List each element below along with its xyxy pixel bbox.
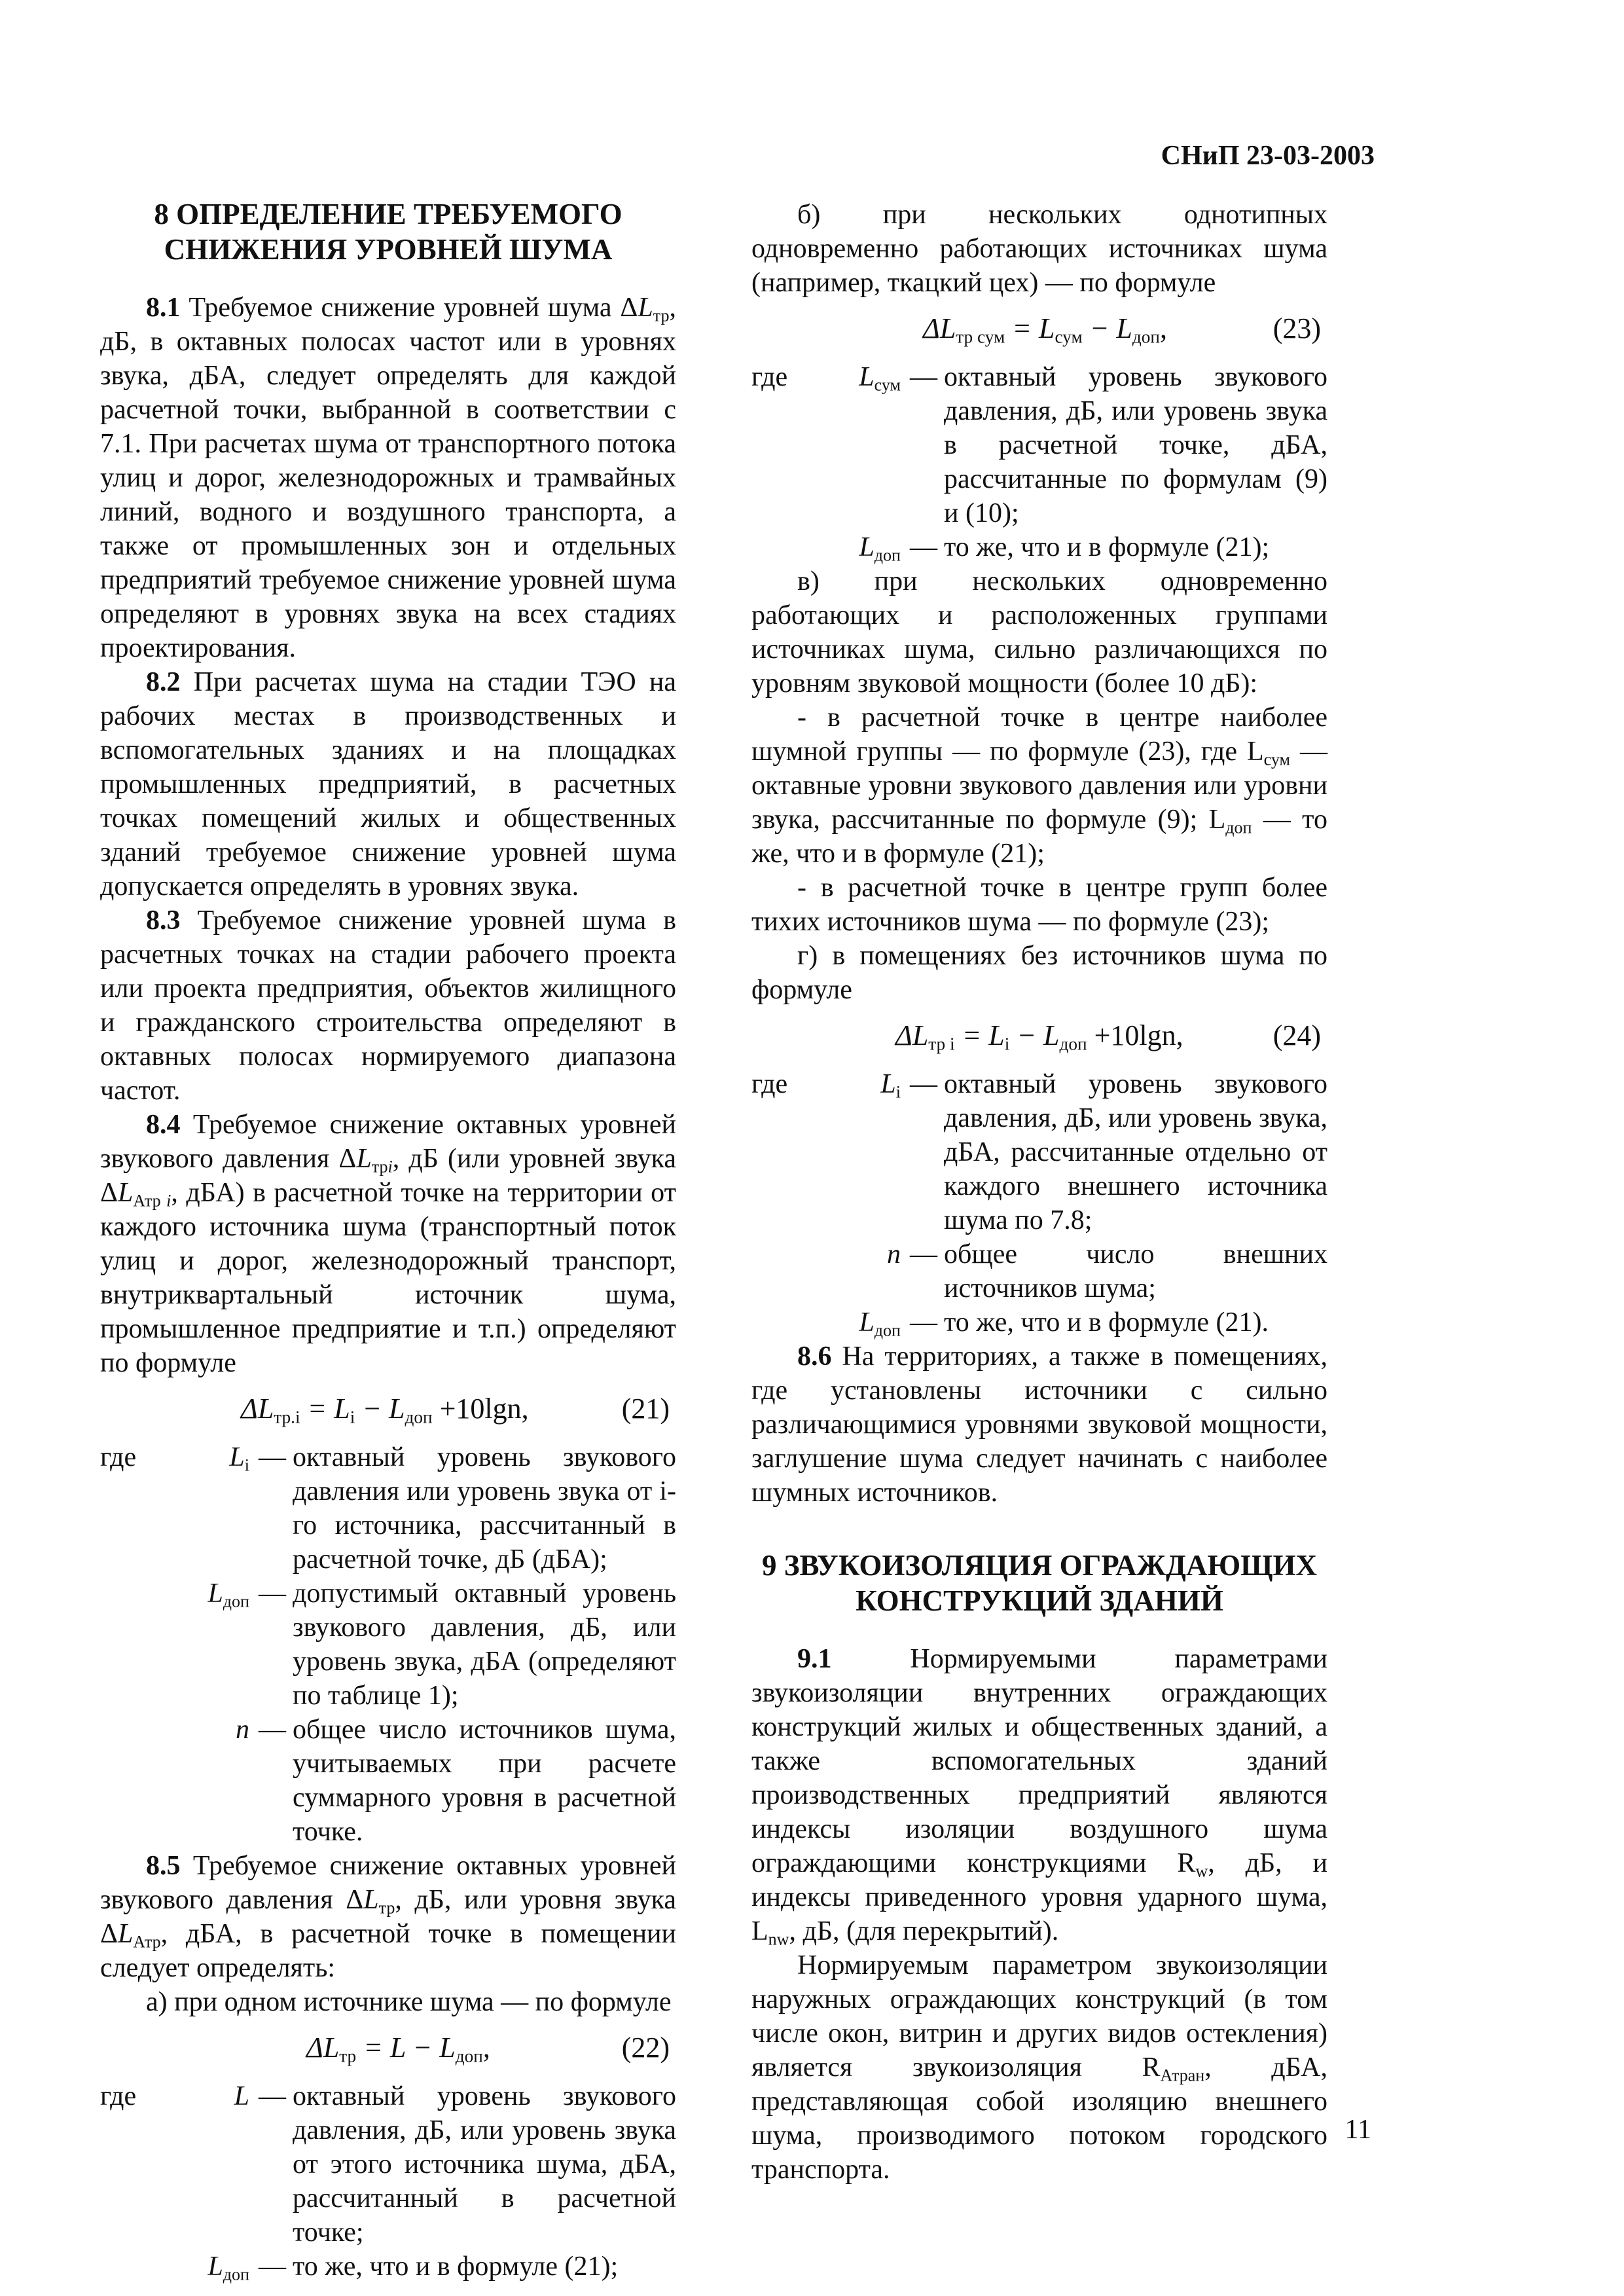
definition-symbol <box>177 2250 259 2284</box>
dash: — <box>259 2251 286 2282</box>
definition-text: общее число внешних источников шума; <box>944 1239 1327 1303</box>
subscript-index: i <box>166 1191 171 1211</box>
symbol: L <box>208 2251 223 2282</box>
subscript: Атр <box>133 1932 161 1952</box>
formula-part: = L <box>1005 312 1055 344</box>
subscript: сум <box>1055 327 1083 347</box>
formula-part: +10lgn, <box>1087 1019 1183 1051</box>
definition-symbol <box>829 530 910 564</box>
symbol: L <box>208 1578 223 1609</box>
symbol: L <box>363 1885 379 1915</box>
formula-23 <box>751 312 1327 346</box>
formula-part: = L − L <box>356 2032 456 2064</box>
where-label: где <box>100 1442 137 1472</box>
subscript: доп <box>223 2265 249 2284</box>
text: Требуемое снижение октавных уровней звукового давления Δ <box>100 1851 676 1915</box>
definition-text: допустимый октавный уровень звукового давления, дБ, или уровень звука, дБА (определяют по таблице 1); <box>293 1578 676 1711</box>
subscript: i <box>350 1407 355 1427</box>
dash: — <box>259 1442 286 1472</box>
subscript: i <box>1004 1034 1010 1054</box>
definition-item <box>100 2079 676 2250</box>
symbol: L <box>859 1307 875 1338</box>
symbol: L <box>118 1178 134 1208</box>
subscript: доп <box>1225 818 1252 837</box>
symbol: L <box>859 362 875 392</box>
definition-symbol <box>177 1440 259 1474</box>
definition-item <box>100 2250 676 2284</box>
definition-text: то же, что и в формуле (21); <box>293 2251 619 2282</box>
paragraph-8-5 <box>100 1849 676 1985</box>
symbol: L <box>229 1442 245 1472</box>
text: , дБА) в расчетной точке на территории от каждого источника шума (транспортный поток улиц и дорог, железнодорожный транспорт, внутриквартальный источник шума, промышленное предприятие и т.п.) определяют по формуле <box>100 1178 676 1378</box>
section-8-title-line2: СНИЖЕНИЯ УРОВНЕЙ ШУМА <box>164 233 613 266</box>
definition-item <box>100 1576 676 1713</box>
formula-21 <box>100 1392 676 1426</box>
subscript: доп <box>405 1407 433 1427</box>
text: Требуемое снижение уровней шума в расчетных точках на стадии рабочего проекта или проекта предприятия, объектов жилищного и гражданского строительства определяют в октавных полосах нормируемого диапазона частот. <box>100 905 676 1106</box>
text: , дБА, в расчетной точке в помещении следует определять: <box>100 1919 676 1983</box>
formula-part: = L <box>300 1393 350 1425</box>
where-label: где <box>751 1069 788 1099</box>
formula-part: − L <box>1009 1019 1060 1051</box>
clause-number: 8.2 <box>146 667 181 697</box>
definition-symbol: n <box>236 1715 249 1745</box>
symbol: L <box>638 293 653 323</box>
subscript <box>372 1157 393 1176</box>
formula-part: ΔL <box>895 1019 929 1051</box>
paragraph-9-1 <box>751 1642 1327 1948</box>
text: — то же, что и в формуле (21); <box>751 805 1327 869</box>
clause-number: 8.5 <box>146 1851 181 1881</box>
formula-expression <box>923 312 1167 346</box>
subscript: тр.i <box>274 1407 300 1427</box>
definition-symbol <box>829 1067 910 1101</box>
formula-expression <box>895 1019 1183 1053</box>
subscript-index: i <box>388 1157 393 1176</box>
definitions-21 <box>100 1440 676 1849</box>
text: Нормируемыми параметрами звукоизоляции внутренних ограждающих конструкций жилых и общественных зданий, а также вспомогательных зданий производственных предприятий являются индексы изоляции воздушного шума ограждающими конструкциями R <box>751 1644 1327 1878</box>
item-g: г) в помещениях без источников шума по формуле <box>751 941 1327 1005</box>
formula-part: +10lgn, <box>432 1393 529 1425</box>
subscript: тр <box>339 2046 357 2066</box>
text: На территориях, а также в помещениях, где установлены источники с сильно различающимися уровнями звуковой мощности, заглушение шума следует начинать с наиболее шумных источников. <box>751 1341 1327 1508</box>
symbol: L <box>356 1144 372 1174</box>
text: , дБ (или уровней звука Δ <box>100 1144 676 1208</box>
definition-text: октавный уровень звукового давления, дБ, или уровень звука в расчетной точке, дБА, рассчитанные по формулам (9) и (10); <box>944 362 1327 528</box>
dash: — <box>910 532 937 562</box>
subscript: доп <box>874 1321 901 1340</box>
item-v-sub2: - в расчетной точке в центре групп более тихих источников шума — по формуле (23); <box>751 873 1327 937</box>
document-code: СНиП 23-03-2003 <box>1161 141 1375 171</box>
text: — октавные уровни звукового давления или уровни звука, рассчитанные по формуле (9); L <box>751 737 1328 835</box>
item-a: а) при одном источнике шума — по формуле <box>146 1987 672 2017</box>
formula-expression <box>241 1392 529 1426</box>
formula-part: , <box>1160 312 1167 344</box>
formula-number: (24) <box>1272 1019 1321 1051</box>
definition-symbol <box>177 1576 259 1611</box>
definition-symbol <box>829 360 910 394</box>
formula-part: , <box>482 2032 490 2064</box>
section-9-title-line2: КОНСТРУКЦИЙ ЗДАНИЙ <box>856 1584 1223 1617</box>
item-v-sub1 <box>751 701 1327 871</box>
paragraph-8-1 <box>100 291 676 665</box>
where-label: где <box>751 362 788 392</box>
dash: — <box>259 2081 286 2111</box>
definition-text: октавный уровень звукового давления, дБ, или уровень звука от этого источника шума, дБА, рассчитанный в расчетной точке; <box>293 2081 676 2248</box>
definition-item <box>751 360 1327 530</box>
subscript: доп <box>874 545 901 565</box>
subscript: доп <box>1059 1034 1087 1054</box>
text: , дБА, представляющая собой изоляцию внешнего шума, производимого потоком городского транспорта. <box>751 2052 1327 2185</box>
paragraph-8-6 <box>751 1339 1327 1510</box>
definition-item <box>100 1713 676 1849</box>
dash: — <box>259 1715 286 1745</box>
formula-number: (22) <box>621 2032 670 2064</box>
definition-symbol <box>829 1305 910 1339</box>
formula-part: ΔL <box>306 2032 340 2064</box>
definition-item <box>751 530 1327 564</box>
subscript: тр i <box>928 1034 955 1054</box>
section-8-title-line1: 8 ОПРЕДЕЛЕНИЕ ТРЕБУЕМОГО <box>154 198 623 230</box>
dash: — <box>910 1239 937 1269</box>
subscript: доп <box>1132 327 1160 347</box>
paragraph-8-3 <box>100 903 676 1108</box>
definition-item <box>751 1067 1327 1237</box>
definition-text: то же, что и в формуле (21); <box>944 532 1270 562</box>
definitions-22 <box>100 2079 676 2284</box>
definition-item <box>751 1305 1327 1339</box>
symbol: L <box>859 532 875 562</box>
definition-text: то же, что и в формуле (21). <box>944 1307 1269 1338</box>
dash: — <box>259 1578 286 1609</box>
subscript: i <box>895 1082 901 1102</box>
formula-number: (21) <box>621 1393 670 1425</box>
where-label: где <box>100 2081 137 2111</box>
formula-number: (23) <box>1272 312 1321 344</box>
symbol: L <box>880 1069 896 1099</box>
text: При расчетах шума на стадии ТЭО на рабочих местах в производственных и вспомогательных зданиях и на площадках промышленных предприятий, в расчетных точках помещений жилых и общественных зданий требуемое снижение уровней шума допускается определять в уровнях звука. <box>100 667 676 902</box>
text: Требуемое снижение уровней шума Δ <box>180 293 638 323</box>
text: Нормируемым параметром звукоизоляции наружных ограждающих конструкций (в том числе окон, витрин и других видов остекления) является звукоизоляция R <box>751 1950 1327 2083</box>
definitions-24 <box>751 1067 1327 1339</box>
clause-number: 8.4 <box>146 1110 181 1140</box>
text: , дБ, в октавных полосах частот или в уровнях звука, дБА, следует определять для каждой расчетной точки, выбранной в соответствии с 7.1. При расчетах шума от транспортного потока улиц и дорог, железнодорожных и трамвайных линий, водного и воздушного транспорта, а также от промышленных зон и отдельных предприятий требуемое снижение уровней шума определяют в уровнях звука на всех стадиях проектирования. <box>100 293 676 663</box>
left-column <box>100 196 676 2284</box>
subscript: сум <box>874 375 901 395</box>
subscript: доп <box>223 1592 249 1611</box>
paragraph-8-2 <box>100 665 676 903</box>
section-9-title <box>751 1548 1327 1618</box>
right-column <box>751 198 1327 2187</box>
subscript <box>133 1191 171 1210</box>
dash: — <box>910 362 937 392</box>
subscript-text: Атр <box>133 1191 167 1211</box>
definition-symbol: n <box>887 1239 901 1269</box>
subscript: тр <box>653 306 670 325</box>
formula-part: − L <box>1082 312 1132 344</box>
subscript: тр сум <box>956 327 1005 347</box>
section-9-title-line1: 9 ЗВУКОИЗОЛЯЦИЯ ОГРАЖДАЮЩИХ <box>761 1549 1318 1582</box>
formula-22 <box>100 2031 676 2065</box>
formula-part: ΔL <box>241 1393 274 1425</box>
text: , дБ, (для перекрытий). <box>789 1916 1059 1946</box>
item-v: в) при нескольких одновременно работающих и расположенных группами источниках шума, сильно различающихся по уровням звуковой мощности (более 10 дБ): <box>751 566 1327 699</box>
formula-expression <box>306 2031 490 2065</box>
subscript: Атран <box>1160 2066 1205 2085</box>
definitions-23 <box>751 360 1327 564</box>
clause-number: 8.3 <box>146 905 181 936</box>
text: Требуемое снижение октавных уровней звукового давления Δ <box>100 1110 676 1174</box>
formula-part: ΔL <box>923 312 956 344</box>
subscript: доп <box>455 2046 483 2066</box>
text: - в расчетной точке в центре наиболее шумной группы — по формуле (23), где L <box>751 702 1327 767</box>
clause-number: 9.1 <box>797 1644 832 1674</box>
paragraph-8-4 <box>100 1108 676 1380</box>
definition-item <box>100 1440 676 1576</box>
symbol: L <box>118 1919 134 1949</box>
page-number: 11 <box>1344 2115 1371 2145</box>
subscript: i <box>244 1455 249 1475</box>
definition-text: октавный уровень звукового давления или уровень звука от i-го источника, рассчитанный в расчетной точке, дБ (дБА); <box>293 1442 676 1575</box>
formula-part: = L <box>954 1019 1005 1051</box>
paragraph-9-1-cont <box>751 1948 1327 2187</box>
dash: — <box>910 1069 937 1099</box>
definition-symbol: L <box>234 2081 249 2111</box>
definition-item <box>751 1237 1327 1305</box>
definition-text: октавный уровень звукового давления, дБ, или уровень звука, дБА, рассчитанные отдельно от каждого внешнего источника шума по 7.8; <box>944 1069 1327 1235</box>
subscript: nw <box>768 1929 789 1949</box>
definition-text: общее число источников шума, учитываемых при расчете суммарного уровня в расчетной точке. <box>293 1715 676 1847</box>
subscript: w <box>1195 1861 1208 1881</box>
text: , дБ, или уровня звука Δ <box>100 1885 677 1949</box>
clause-number: 8.1 <box>146 293 181 323</box>
text: , дБ, и индексы приведенного уровня ударного шума, L <box>751 1848 1327 1946</box>
formula-part: − L <box>355 1393 405 1425</box>
section-8-title <box>100 196 676 267</box>
formula-24 <box>751 1019 1327 1053</box>
subscript-text: тр <box>371 1157 388 1176</box>
subscript: сум <box>1263 750 1291 769</box>
subscript: тр <box>378 1898 395 1918</box>
item-b: б) при нескольких однотипных одновременно работающих источниках шума (например, ткацкий цех) — по формуле <box>751 200 1327 298</box>
clause-number: 8.6 <box>797 1341 832 1372</box>
dash: — <box>910 1307 937 1338</box>
